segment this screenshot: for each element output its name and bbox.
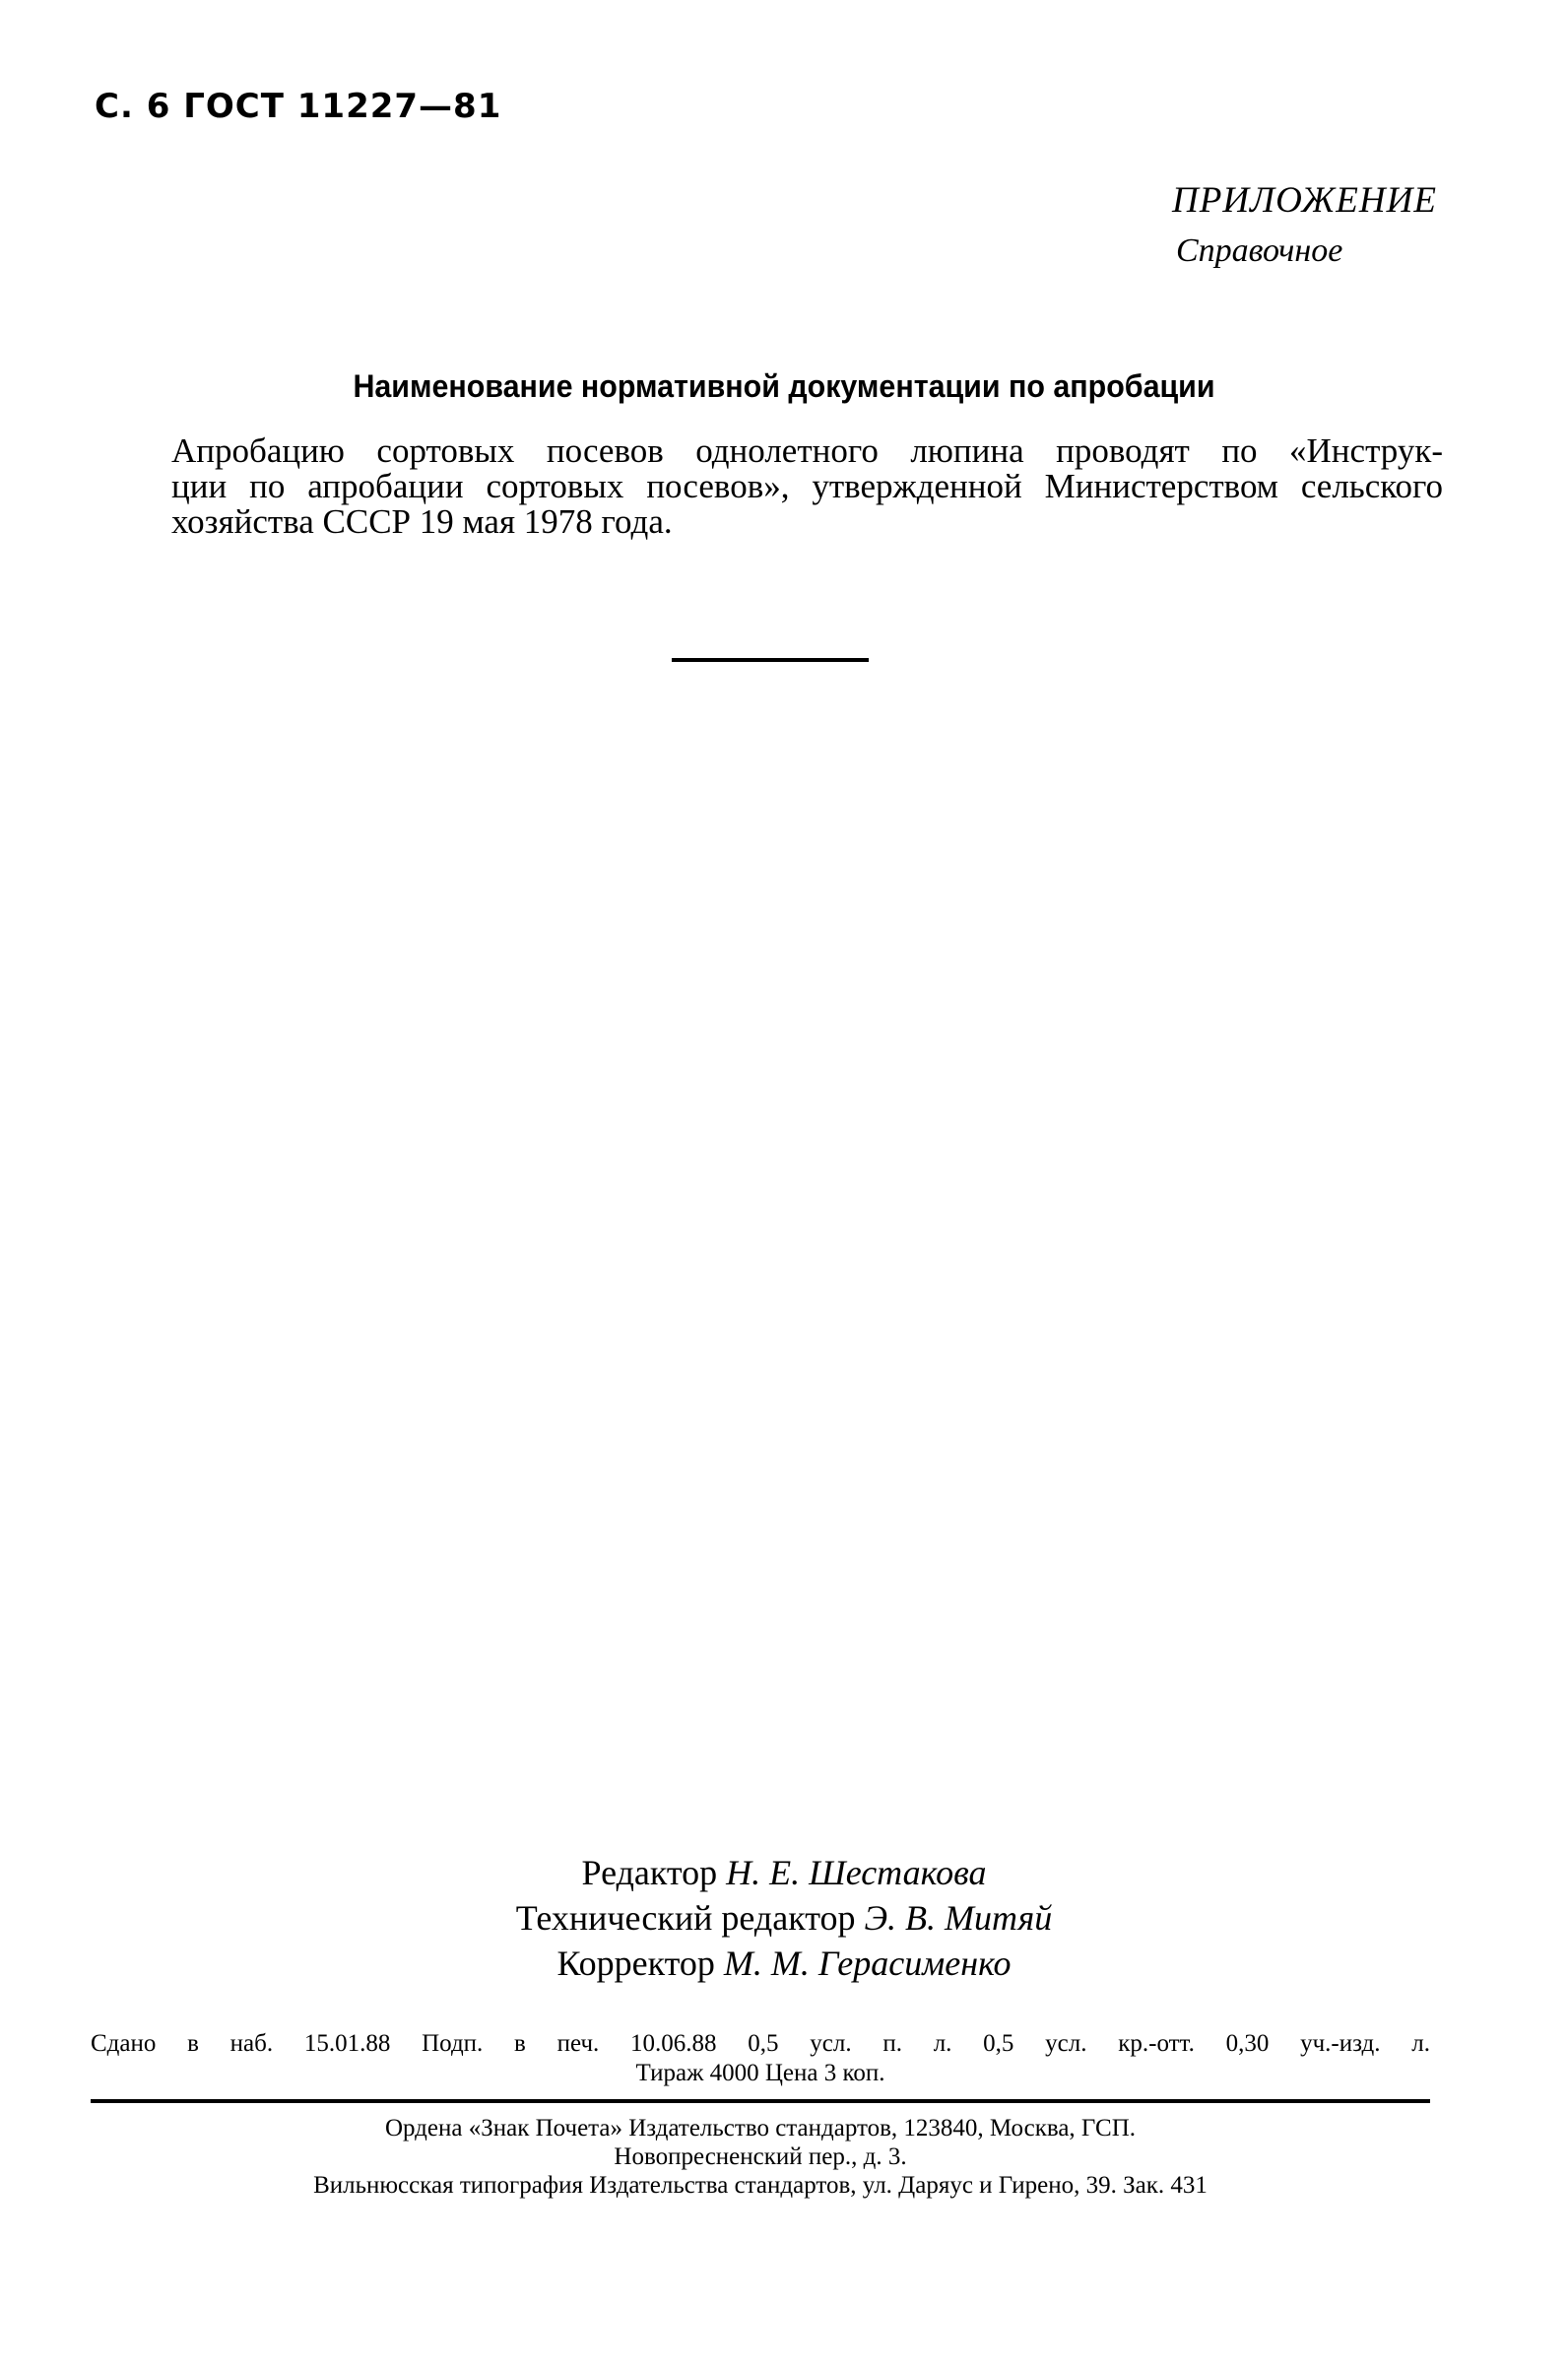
appendix-subtitle: Справочное: [1176, 232, 1343, 269]
imprint-print-details: Сдано в наб. 15.01.88 Подп. в печ. 10.06.88 0,5 усл. п. л. 0,5 усл. кр.-отт. 0,30 уч.-изд. л.: [91, 2030, 1430, 2057]
section-title: Наименование нормативной документации по апробации: [353, 368, 1215, 404]
publisher-name: Ордена «Знак Почета» Издательство стандартов, 123840, Москва, ГСП.: [384, 2115, 1137, 2141]
paragraph-line: ции по апробации сортовых посевов», утвержденной Министерством сельского: [171, 467, 1443, 505]
imprint-circulation-price: Тираж 4000 Цена 3 коп.: [635, 2060, 885, 2086]
editor-name: Н. Е. Шестакова: [726, 1853, 987, 1892]
imprint-divider: [91, 2099, 1430, 2103]
technical-editor-row: [0, 1895, 1568, 1941]
paragraph-line: хозяйства СССР 19 мая 1978 года.: [171, 502, 673, 541]
editor-row: [0, 1850, 1568, 1895]
proofreader-name: М. М. Герасименко: [723, 1944, 1012, 1983]
publisher-block: [91, 2114, 1430, 2200]
printing-house: Вильнюсская типография Издательства стандартов, ул. Даряус и Гирено, 39. Зак. 431: [313, 2172, 1208, 2199]
appendix-title: ПРИЛОЖЕНИЕ: [1172, 180, 1437, 221]
publisher-address: Новопресненский пер., д. 3.: [614, 2143, 907, 2170]
imprint-block: [91, 2029, 1430, 2088]
editors-block: [0, 1850, 1568, 1986]
technical-editor-name: Э. В. Митяй: [864, 1898, 1053, 1938]
editor-role: Редактор: [581, 1853, 718, 1892]
proofreader-row: [0, 1941, 1568, 1986]
body-paragraph: [98, 433, 1443, 540]
page-header: С. 6 ГОСТ 11227—81: [95, 87, 502, 126]
proofreader-role: Корректор: [556, 1944, 715, 1983]
technical-editor-role: Технический редактор: [515, 1898, 856, 1938]
section-divider: [672, 658, 869, 662]
paragraph-line: Апробацию сортовых посевов однолетного люпина проводят по «Инструк-: [171, 431, 1443, 470]
